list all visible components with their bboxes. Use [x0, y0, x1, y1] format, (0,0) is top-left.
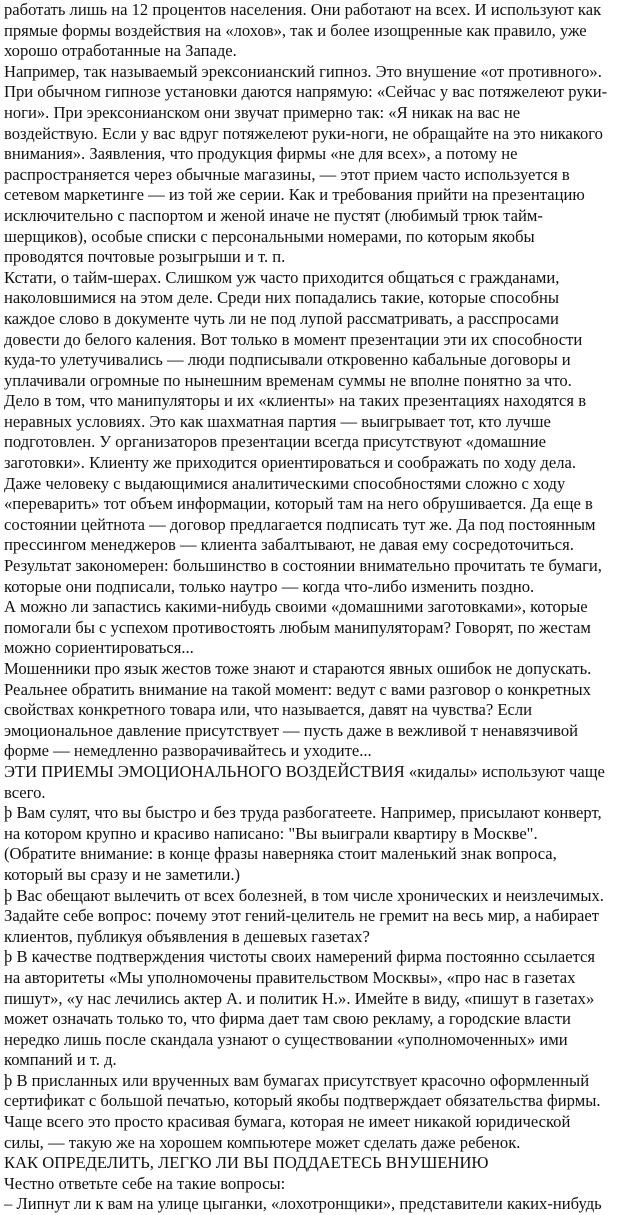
- paragraph-intro: работать лишь на 12 процентов населения. Они работают на всех. И используют как прямые формы воздействия на «лохов», так и более изощренные как правило, уже хорошо отработанные на Западе.: [4, 0, 602, 61]
- paragraph-questions-intro: Честно ответьте себе на такие вопросы:: [4, 1173, 286, 1193]
- paragraph-unequal-conditions: Дело в том, что манипуляторы и их «клиенты» на таких презентациях находятся в неравных условиях. Это как шахматная партия — выигрывает тот, кто лучше подготовлен. У организаторов презентации всегда присутствуют «домашние заготовки». Клиенту же приходится ориентироваться и соображать по ходу дела. Даже человеку с выдающимися аналитическими способностями сложно с ходу «переварить» тот объем информации, который там на него обрушивается. Да еще в состоянии цейтнота — договор предлагается подписать тут же. Да под постоянным прессингом менеджеров — клиента забалтывают, не давая ему сосредоточиться. Результат закономерен: большинство в состоянии внимательно прочитать те бумаги, которые они подписали, только наутро — когда что-либо изменить поздно.: [4, 391, 602, 596]
- paragraph-body-language: Мошенники про язык жестов тоже знают и стараются явных ошибок не допускать. Реальнее обратить внимание на такой момент: ведут с вами разговор о конкретных свойствах конкретного товара или, что называется, давят на чувства? Если эмоциональное давление присутствует — пусть даже в вежливой т ненавязчивой форме — немедленно разворачивайтесь и уходите...: [4, 659, 592, 761]
- paragraph-timeshares: Кстати, о тайм-шерах. Слишком уж часто приходится общаться с гражданами, наколовшимися на этом деле. Среди них попадались такие, которые способны каждое слово в документе чуть ли не под лупой рассматривать, а расспросами довести до белого каления. Вот только в момент презентации эти их способности куда-то улетучивались — люди подписывали откровенно кабальные договоры и уплачивали огромные по нынешним временам суммы не вполне понятно за что.: [4, 267, 583, 390]
- bullet-certificate: þ В присланных или врученных вам бумагах присутствует красочно оформленный сертификат с большой печатью, который якобы подтверждает обязательства фирмы. Чаще всего это просто красивая бумага, которая не имеет никакой юридической силы, — такую же на хорошем компьютере может сделать даже ребенок.: [4, 1070, 601, 1152]
- bullet-get-rich: þ Вам сулят, что вы быстро и без труда разбогатеете. Например, присылают конверт, на котором крупно и красиво написано: "Вы выиграли квартиру в Москве". (Обратите внимание: в конце фразы наверняка стоит маленький знак вопроса, который вы сразу и не заметили.): [4, 803, 602, 884]
- list-item-first-question: – Липнут ли к вам на улице цыганки, «лохотронщики», представители каких-нибудь: [4, 1194, 602, 1214]
- paragraph-ericksonian-hypnosis: Например, так называемый эрексонианский гипноз. Это внушение «от противного». При обычном гипнозе установки даются напрямую: «Сейчас у вас потяжелеют руки-ноги». При эрексонианском они звучат примерно так: «Я никак на вас не воздействую. Если у вас вдруг потяжелеют руки-ноги, не обращайте на это никакого внимания». Заявления, что продукция фирмы «не для всех», а потому не распространяется через обычные магазины, — этот прием часто используется в сетевом маркетинге — из той же серии. Как и требования прийти на презентацию исключительно с паспортом и женой иначе не пустят (любимый трюк тайм-шерщиков), особые списки с персональными номерами, по которым якобы проводятся почтовые розыгрыши и т. п.: [4, 61, 608, 267]
- section-heading-emotional-tricks: ЭТИ ПРИЕМЫ ЭМОЦИОНАЛЬНОГО ВОЗДЕЙСТВИЯ «кидалы» используют чаще всего.: [4, 761, 605, 802]
- bullet-authorities: þ В качестве подтверждения чистоты своих намерений фирма постоянно ссылается на авторитеты «Мы уполномочены правительством Москвы», «про нас в газетах пишут», «у нас лечились актер А. и политик Н.». Имейте в виду, «пишут в газетах» может означать только то, что фирма дает там свою рекламу, а городские власти нередко лишь после скандала узнают о существовании «уполномоченных» ими компаний и т. д.: [4, 947, 596, 1070]
- paragraph-home-preparations: А можно ли запастись какими-нибудь своими «домашними заготовками», которые помогали бы с успехом противостоять любым манипуляторам? Говорят, по жестам можно сориентироваться...: [4, 597, 591, 658]
- section-heading-suggestibility: КАК ОПРЕДЕЛИТЬ, ЛЕГКО ЛИ ВЫ ПОДДАЕТЕСЬ ВНУШЕНИЮ: [4, 1153, 489, 1173]
- bullet-cure-all: þ Вас обещают вылечить от всех болезней, в том числе хронических и неизлечимых. Задайте себе вопрос: почему этот гений-целитель не гремит на весь мир, а набирает клиентов, публикуя объявления в дешевых газетах?: [4, 885, 604, 946]
